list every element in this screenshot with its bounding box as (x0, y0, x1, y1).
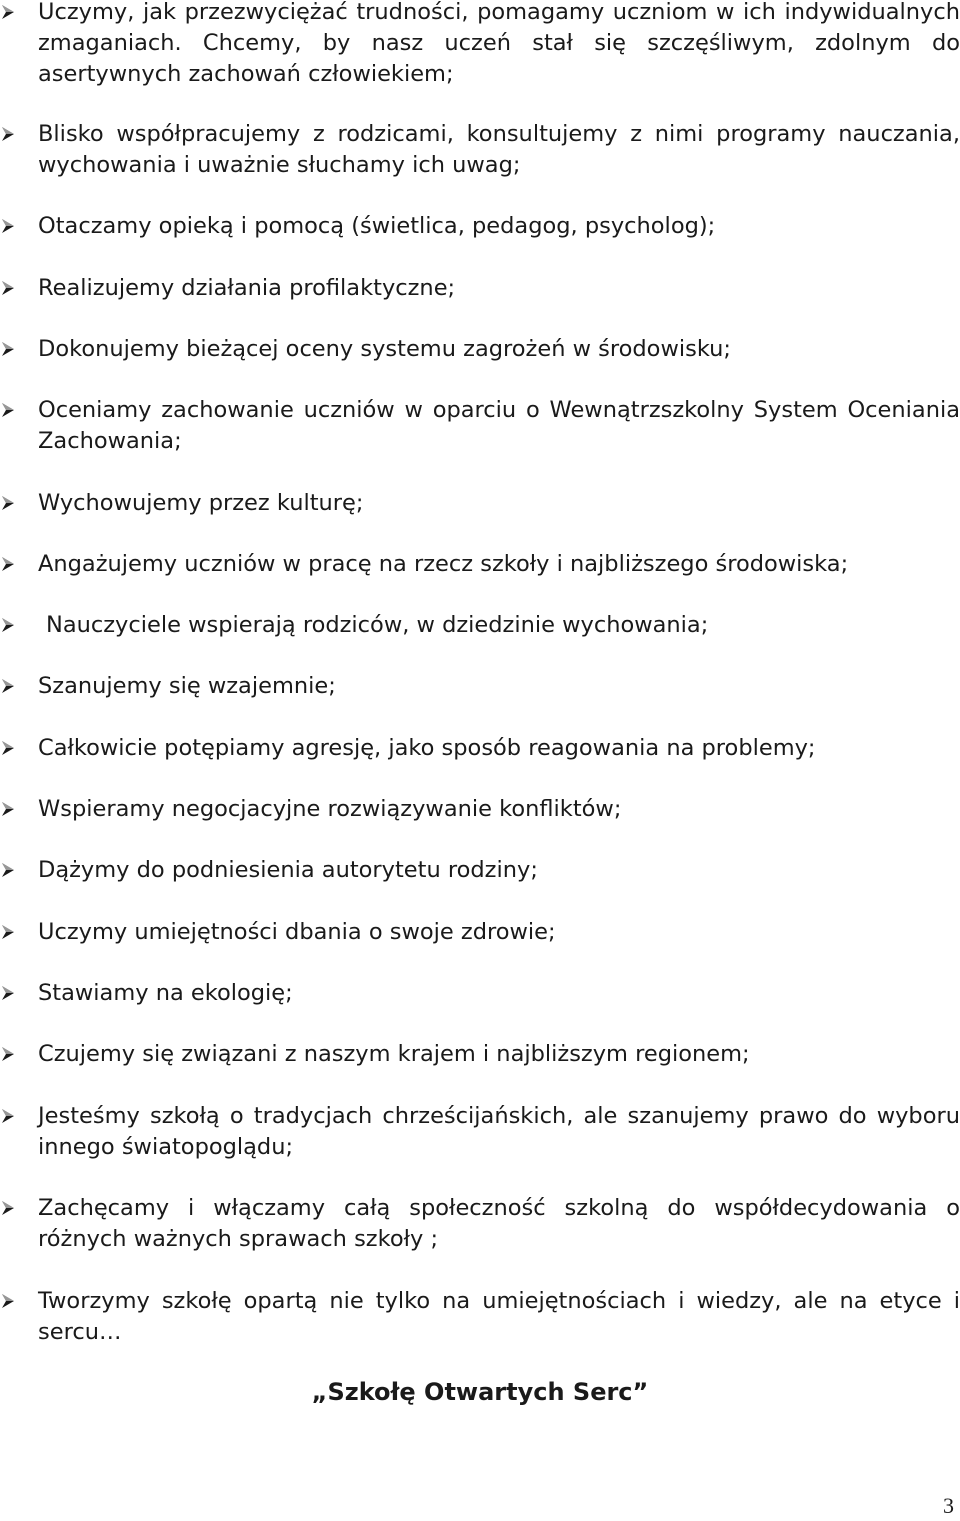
list-item-text: Całkowicie potępiamy agresję, jako sposób reagowania na problemy; (38, 735, 816, 761)
arrowhead-bullet-icon (0, 121, 16, 147)
arrowhead-bullet-icon (0, 1288, 16, 1314)
list-item-text: Jesteśmy szkołą o tradycjach chrześcijańskich, ale szanujemy prawo do wyboru innego światopoglądu; (38, 1103, 960, 1160)
arrowhead-bullet-icon (0, 857, 16, 883)
arrowhead-bullet-icon (0, 551, 16, 577)
list-item-text: Realizujemy działania profilaktyczne; (38, 275, 456, 301)
arrowhead-bullet-icon (0, 1041, 16, 1067)
arrowhead-bullet-icon (0, 980, 16, 1006)
list-item-text: Nauczyciele wspierają rodziców, w dziedzinie wychowania; (46, 612, 709, 638)
list-item-text: Zachęcamy i włączamy całą społeczność szkolną do współdecydowania o różnych ważnych sprawach szkoły ; (38, 1195, 960, 1252)
list-item-text: Wychowujemy przez kulturę; (38, 490, 364, 516)
list-item-text: Stawiamy na ekologię; (38, 980, 293, 1006)
arrowhead-bullet-icon (0, 796, 16, 822)
list-item-text: Dążymy do podniesienia autorytetu rodziny; (38, 857, 538, 883)
list-item-text: Oceniamy zachowanie uczniów w oparciu o Wewnątrzszkolny System Oceniania Zachowania; (38, 397, 960, 454)
arrowhead-bullet-icon (0, 275, 16, 301)
list-item-text: Tworzymy szkołę opartą nie tylko na umiejętnościach i wiedzy, ale na etyce i sercu… (38, 1288, 960, 1345)
arrowhead-bullet-icon (0, 612, 16, 638)
list-item-text: Uczymy, jak przezwyciężać trudności, pomagamy uczniom w ich indywidualnych zmaganiach. Chcemy, by nasz uczeń stał się szczęśliwym, zdolnym do asertywnych zachowań człowiekiem; (38, 0, 960, 87)
list-item-text: Wspieramy negocjacyjne rozwiązywanie konfliktów; (38, 796, 622, 822)
list-item-text: Uczymy umiejętności dbania o swoje zdrowie; (38, 919, 556, 945)
arrowhead-bullet-icon (0, 490, 16, 516)
list-item-text: Szanujemy się wzajemnie; (38, 673, 336, 699)
arrowhead-bullet-icon (0, 213, 16, 239)
list-item-text: Czujemy się związani z naszym krajem i najbliższym regionem; (38, 1041, 750, 1067)
arrowhead-bullet-icon (0, 673, 16, 699)
list-item-text: Blisko współpracujemy z rodzicami, konsultujemy z nimi programy nauczania, wychowania i uważnie słuchamy ich uwag; (38, 121, 960, 178)
school-motto: „Szkołę Otwartych Serc” (311, 1378, 649, 1406)
list-item-text: Dokonujemy bieżącej oceny systemu zagrożeń w środowisku; (38, 336, 732, 362)
arrowhead-bullet-icon (0, 397, 16, 423)
arrowhead-bullet-icon (0, 1103, 16, 1129)
page-number: 3 (943, 1493, 954, 1518)
arrowhead-bullet-icon (0, 1195, 16, 1221)
arrowhead-bullet-icon (0, 0, 16, 25)
list-item-text: Otaczamy opieką i pomocą (świetlica, pedagog, psycholog); (38, 213, 716, 239)
arrowhead-bullet-icon (0, 919, 16, 945)
arrowhead-bullet-icon (0, 336, 16, 362)
list-item-text: Angażujemy uczniów w pracę na rzecz szkoły i najbliższego środowiska; (38, 551, 849, 577)
arrowhead-bullet-icon (0, 735, 16, 761)
